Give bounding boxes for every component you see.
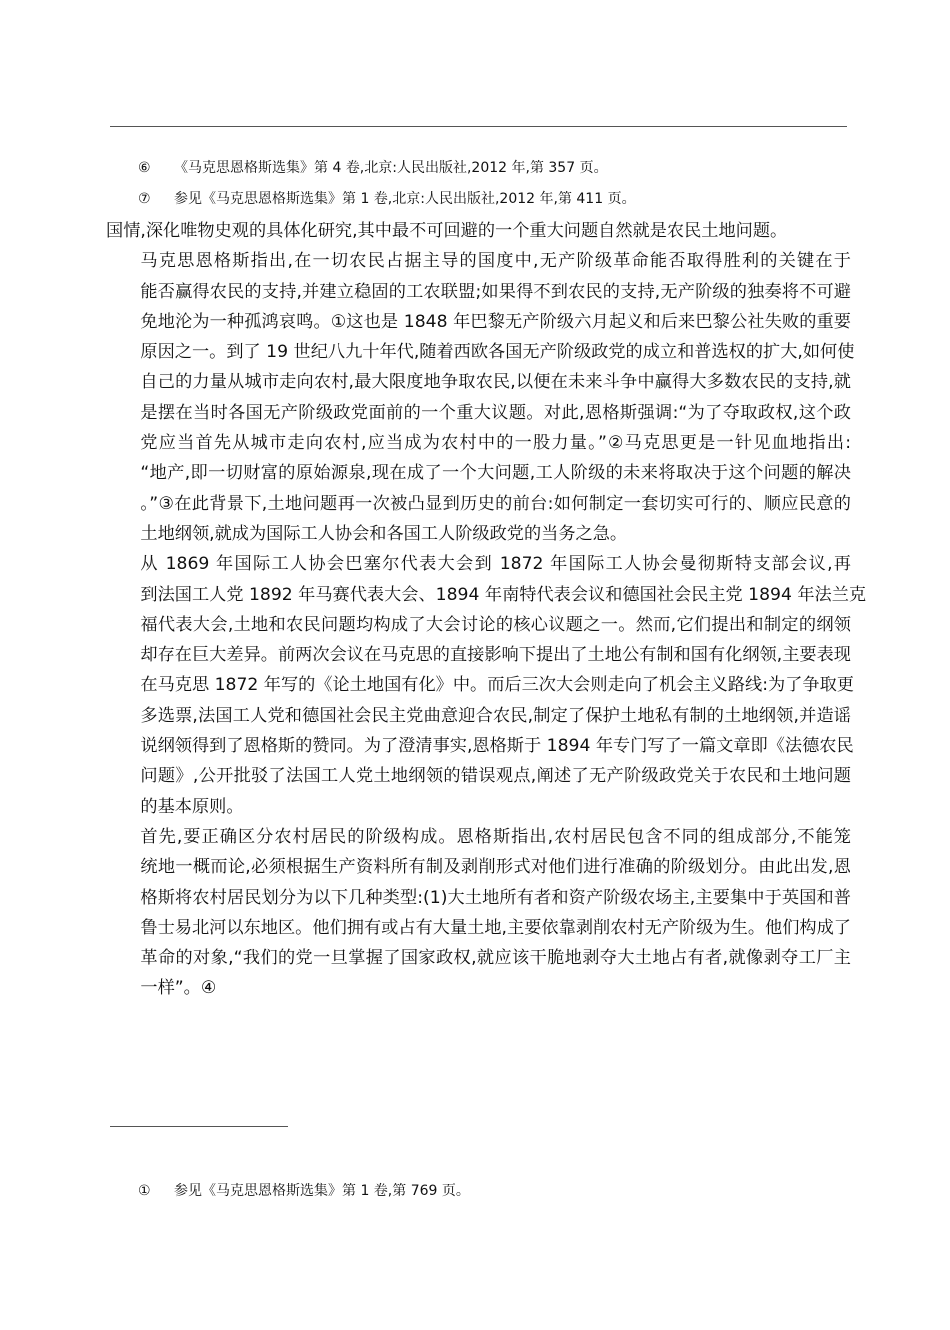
text-line: 是摆在当时各国无产阶级政党面前的一个重大议题。对此,恩格斯强调:“为了夺取政权,这个政: [140, 402, 851, 423]
text-line: 革命的对象,“我们的党一旦掌握了国家政权,就应该干脆地剥夺大土地占有者,就像剥夺工厂主: [140, 948, 851, 969]
text-line: 从 1869 年国际工人协会巴塞尔代表大会到 1872 年国际工人协会曼彻斯特支部会议,再: [140, 554, 851, 575]
body-paragraph: [106, 549, 867, 822]
footnote-text: 参见《马克思恩格斯选集》第 1 卷,北京:人民出版社,2012 年,第 411 页。: [174, 191, 636, 207]
text-line: 鲁士易北河以东地区。他们拥有或占有大量土地,主要依靠剥削农村无产阶级为生。他们构成了: [140, 917, 851, 938]
text-line: 却存在巨大差异。前两次会议在马克思的直接影响下提出了土地公有制和国有化纲领,主要表现: [140, 645, 851, 666]
text-line: 多选票,法国工人党和德国社会民主党曲意迎合农民,制定了保护土地私有制的土地纲领,并造谣: [140, 705, 851, 726]
text-line: 原因之一。到了 19 世纪八九十年代,随着西欧各国无产阶级政党的成立和普选权的扩大,如何使: [140, 342, 855, 363]
text-line: 在马克思 1872 年写的《论土地国有化》中。而后三次大会则走向了机会主义路线:为了争取更: [140, 675, 854, 696]
text-line: 能否赢得农民的支持,并建立稳固的工农联盟;如果得不到农民的支持,无产阶级的独奏将不可避: [140, 281, 851, 302]
body-paragraph: [106, 822, 851, 1004]
text-line: 福代表大会,土地和农民问题均构成了大会讨论的核心议题之一。然而,它们提出和制定的纲领: [140, 614, 851, 635]
footnote-text: 《马克思恩格斯选集》第 4 卷,北京:人民出版社,2012 年,第 357 页。: [174, 160, 608, 176]
footnote-mark: ①: [138, 1183, 151, 1199]
text-line: 自己的力量从城市走向农村,最大限度地争取农民,以便在未来斗争中赢得大多数农民的支持,就: [140, 372, 851, 393]
text-line: 一样”。④: [140, 978, 217, 999]
text-line: 说纲领得到了恩格斯的赞同。为了澄清事实,恩格斯于 1894 年专门写了一篇文章即《法德农民: [140, 736, 854, 757]
footnote-7: [110, 189, 850, 209]
body-paragraph: [106, 246, 855, 549]
text-line: 问题》,公开批驳了法国工人党土地纲领的错误观点,阐述了无产阶级政党关于农民和土地问题: [140, 766, 851, 787]
footnote-text: 参见《马克思恩格斯选集》第 1 卷,第 769 页。: [174, 1183, 470, 1199]
footnote-mark: ⑦: [138, 191, 151, 207]
text-line: 。”③在此背景下,土地问题再一次被凸显到历史的前台:如何制定一套切实可行的、顺应民意的: [140, 493, 851, 514]
text-line: 统地一概而论,必须根据生产资料所有制及剥削形式对他们进行准确的阶级划分。由此出发,恩: [140, 857, 851, 878]
text-line: 首先,要正确区分农村居民的阶级构成。恩格斯指出,农村居民包含不同的组成部分,不能笼: [140, 826, 851, 847]
footnote-separator-bottom: [110, 1126, 288, 1127]
text-line: 免地沦为一种孤鸿哀鸣。①这也是 1848 年巴黎无产阶级六月起义和后来巴黎公社失败的重要: [140, 311, 851, 332]
text-line: 到法国工人党 1892 年马赛代表大会、1894 年南特代表会议和德国社会民主党 1894 年法兰克: [140, 584, 867, 605]
text-line: 土地纲领,就成为国际工人协会和各国工人阶级政党的当务之急。: [140, 523, 628, 544]
text-line: 的基本原则。: [140, 796, 244, 817]
footnote-6: [110, 158, 850, 178]
footnote-1: [110, 1181, 850, 1201]
text-line: 格斯将农村居民划分为以下几种类型:(1)大土地所有者和资产阶级农场主,主要集中于英国和普: [140, 887, 851, 908]
footnote-mark: ⑥: [138, 160, 151, 176]
main-body-text: [106, 216, 867, 1004]
text-line: “地产,即一切财富的原始源泉,现在成了一个大问题,工人阶级的未来将取决于这个问题的解决: [140, 463, 851, 484]
body-paragraph: [106, 216, 851, 246]
text-line: 马克思恩格斯指出,在一切农民占据主导的国度中,无产阶级革命能否取得胜利的关键在于: [140, 251, 851, 272]
text-line: 党应当首先从城市走向农村,应当成为农村中的一股力量。”②马克思更是一针见血地指出:: [140, 433, 851, 454]
footnote-separator-top: [110, 126, 847, 127]
text-line: 国情,深化唯物史观的具体化研究,其中最不可回避的一个重大问题自然就是农民土地问题。: [106, 221, 788, 241]
